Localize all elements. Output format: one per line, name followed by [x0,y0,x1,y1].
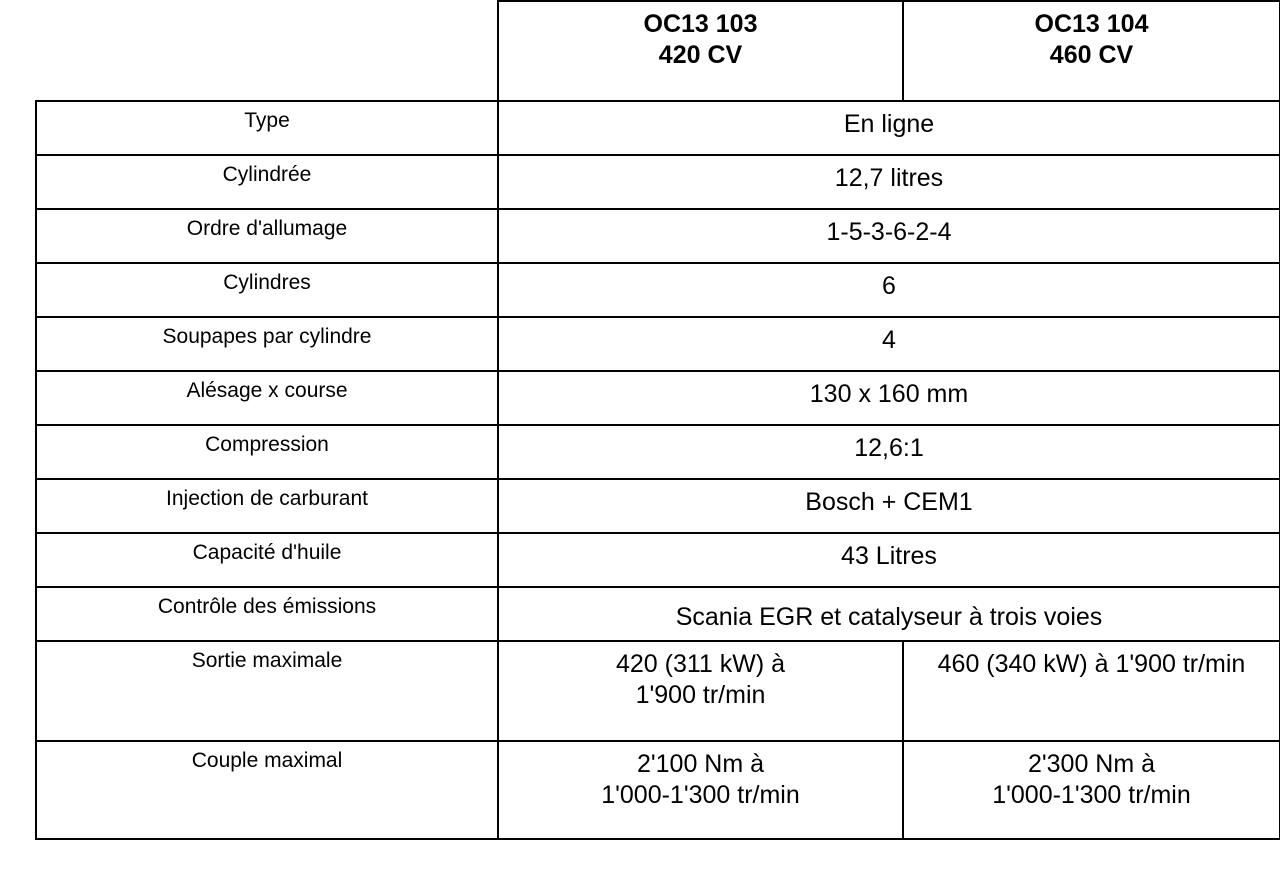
header-oc13-103 [498,1,903,101]
row-label: Couple maximal [36,741,498,839]
row-value: 4 [498,317,1280,371]
row-label: Soupapes par cylindre [36,317,498,371]
value-line: 1'000-1'300 tr/min [601,781,800,809]
table-row [36,209,1280,263]
header-model: OC13 103 [643,10,758,38]
table-row [36,425,1280,479]
row-label: Ordre d'allumage [36,209,498,263]
table-row [36,371,1280,425]
row-label: Sortie maximale [36,641,498,741]
row-label: Injection de carburant [36,479,498,533]
row-value: 12,7 litres [498,155,1280,209]
header-row [36,1,1280,101]
header-oc13-104 [903,1,1280,101]
row-value: 1-5-3-6-2-4 [498,209,1280,263]
table-row [36,317,1280,371]
table-row [36,263,1280,317]
row-value-oc13-104 [903,641,1280,741]
row-value-oc13-104 [903,741,1280,839]
row-value-oc13-103 [498,741,903,839]
table-row [36,479,1280,533]
table-row [36,641,1280,741]
header-power: 460 CV [1049,41,1134,69]
table-row [36,101,1280,155]
row-value-oc13-103 [498,641,903,741]
table-row [36,533,1280,587]
engine-spec-table [35,0,1280,840]
value-line: 460 (340 kW) à 1'900 tr/min [937,650,1246,678]
row-value: Scania EGR et catalyseur à trois voies [498,587,1280,641]
row-value: 12,6:1 [498,425,1280,479]
row-label: Contrôle des émissions [36,587,498,641]
row-label: Cylindrée [36,155,498,209]
table-row [36,741,1280,839]
row-label: Type [36,101,498,155]
row-value: En ligne [498,101,1280,155]
value-line: 1'900 tr/min [635,681,766,709]
row-label: Compression [36,425,498,479]
header-power: 420 CV [658,41,743,69]
value-line: 420 (311 kW) à [615,650,786,678]
table-row [36,155,1280,209]
value-line: 2'300 Nm à [1027,750,1156,778]
header-model: OC13 104 [1034,10,1149,38]
row-label: Cylindres [36,263,498,317]
row-value: 130 x 160 mm [498,371,1280,425]
row-label: Capacité d'huile [36,533,498,587]
value-line: 2'100 Nm à [636,750,765,778]
table-row [36,587,1280,641]
row-value: Bosch + CEM1 [498,479,1280,533]
row-label: Alésage x course [36,371,498,425]
value-line: 1'000-1'300 tr/min [992,781,1191,809]
row-value: 6 [498,263,1280,317]
row-value: 43 Litres [498,533,1280,587]
header-blank-cell [36,1,498,101]
